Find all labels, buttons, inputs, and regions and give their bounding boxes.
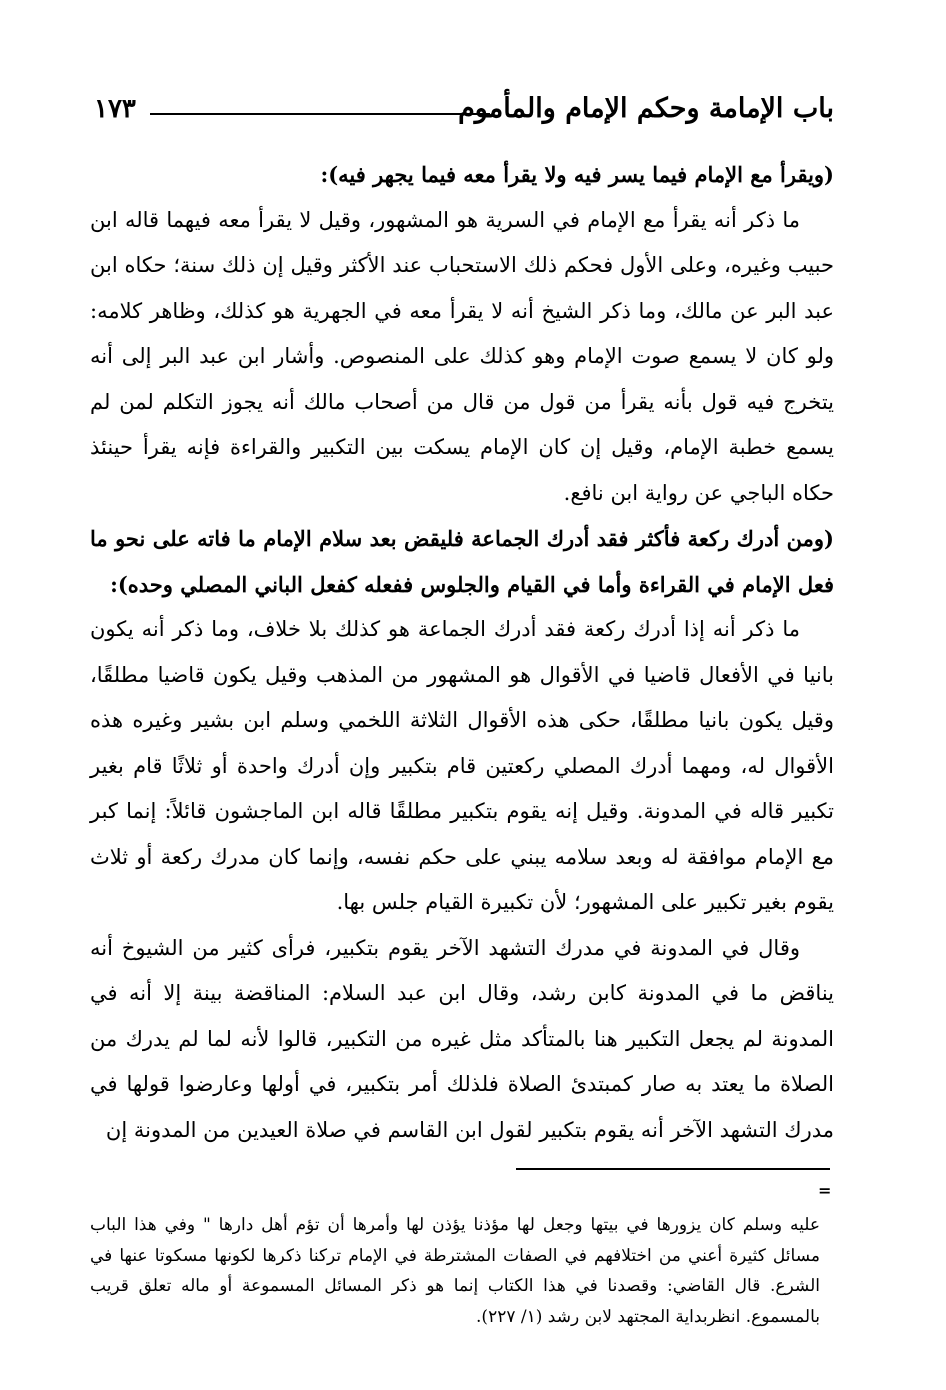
footnote-separator (516, 1168, 830, 1170)
header-rule (150, 113, 490, 115)
footnote-continuation-mark: = (818, 1181, 832, 1200)
commentary-paragraph-3: وقال في المدونة في مدرك التشهد الآخر يقوم بتكبير، فرأى كثير من الشيوخ أنه يناقض ما في المدونة كابن رشد، وقال ابن عبد السلام: المناقضة بينة إلا أنه في المدونة لم يجعل التكبير هنا بالمتأكد مثل غيره من التكبير، قالوا لأنه لما لم يدرك من الصلاة ما يعتد به صار كمبتدئ الصلاة فلذلك أمر بتكبير، في أولها وعارضوا قولها في مدرك التشهد الآخر أنه يقوم بتكبير لقول ابن القاسم في صلاة العيدين من المدونة إن (90, 935, 834, 1142)
main-text (90, 152, 834, 1153)
matn-heading-2: (ومن أدرك ركعة فأكثر فقد أدرك الجماعة فليقض بعد سلام الإمام ما فاته على نحو ما فعل الإمام في القراءة وأما في القيام والجلوس ففعله كفعل الباني المصلي وحده): (90, 526, 834, 597)
commentary-paragraph-2: ما ذكر أنه إذا أدرك ركعة فقد أدرك الجماعة هو كذلك بلا خلاف، وما ذكر أنه يكون بانيا في الأفعال قاضيا في الأقوال هو المشهور من المذهب وقيل يكون قاضيا مطلقًا، وقيل يكون بانيا مطلقًا، حكى هذه الأقوال الثلاثة اللخمي وسلم ابن بشير وغيره هذه الأقوال له، ومهما أدرك المصلي ركعتين قام بتكبير وإن أدرك واحدة أو ثلاثًا قام بغير تكبير قاله في المدونة. وقيل إنه يقوم بتكبير مطلقًا قاله ابن الماجشون قائلاً: إنما كبر مع الإمام موافقة له وبعد سلامه يبني على حكم نفسه، وإنما كان مدرك ركعة أو ثلاث يقوم بغير تكبير على المشهور؛ لأن تكبيرة القيام جلس بها. (90, 617, 834, 914)
matn-heading-1: (ويقرأ مع الإمام فيما يسر فيه ولا يقرأ معه فيما يجهر فيه): (320, 162, 834, 187)
footnote-text: عليه وسلم كان يزورها في بيتها وجعل لها مؤذنا يؤذن لها وأمرها أن تؤم أهل دارها " وفي هذا الباب مسائل كثيرة أعني من اختلافهم في الصفات المشترطة في الإمام تركنا ذكرها لكونها مسكوتا عنها في الشرع. قال القاضي: وقصدنا في هذا الكتاب إنما هو ذكر المسائل المسموعة أو ماله تعلق قريب بالمسموع. انظربداية المجتهد لابن رشد (١/ ٢٢٧). (90, 1215, 820, 1327)
footnote (90, 1210, 820, 1332)
chapter-title: باب الإمامة وحكم الإمام والمأموم (458, 93, 834, 124)
commentary-paragraph-1: ما ذكر أنه يقرأ مع الإمام في السرية هو المشهور، وقيل لا يقرأ معه فيهما قاله ابن حبيب وغيره، وعلى الأول فحكم ذلك الاستحباب عند الأكثر وقيل إن ذلك سنة؛ حكاه ابن عبد البر عن مالك، وما ذكر الشيخ أنه لا يقرأ معه في الجهرية هو كذلك، وظاهر كلامه: ولو كان لا يسمع صوت الإمام وهو كذلك على المنصوص. وأشار ابن عبد البر إلى أنه يتخرج فيه قول بأنه يقرأ من قول من قال من أصحاب مالك أنه يجوز التكلم لمن لم يسمع خطبة الإمام، وقيل إن كان الإمام يسكت بين التكبير والقراءة فإنه يقرأ حينئذ حكاه الباجي عن رواية ابن نافع. (90, 207, 834, 505)
running-header (94, 86, 834, 132)
page-number: ١٧٣ (94, 94, 136, 124)
